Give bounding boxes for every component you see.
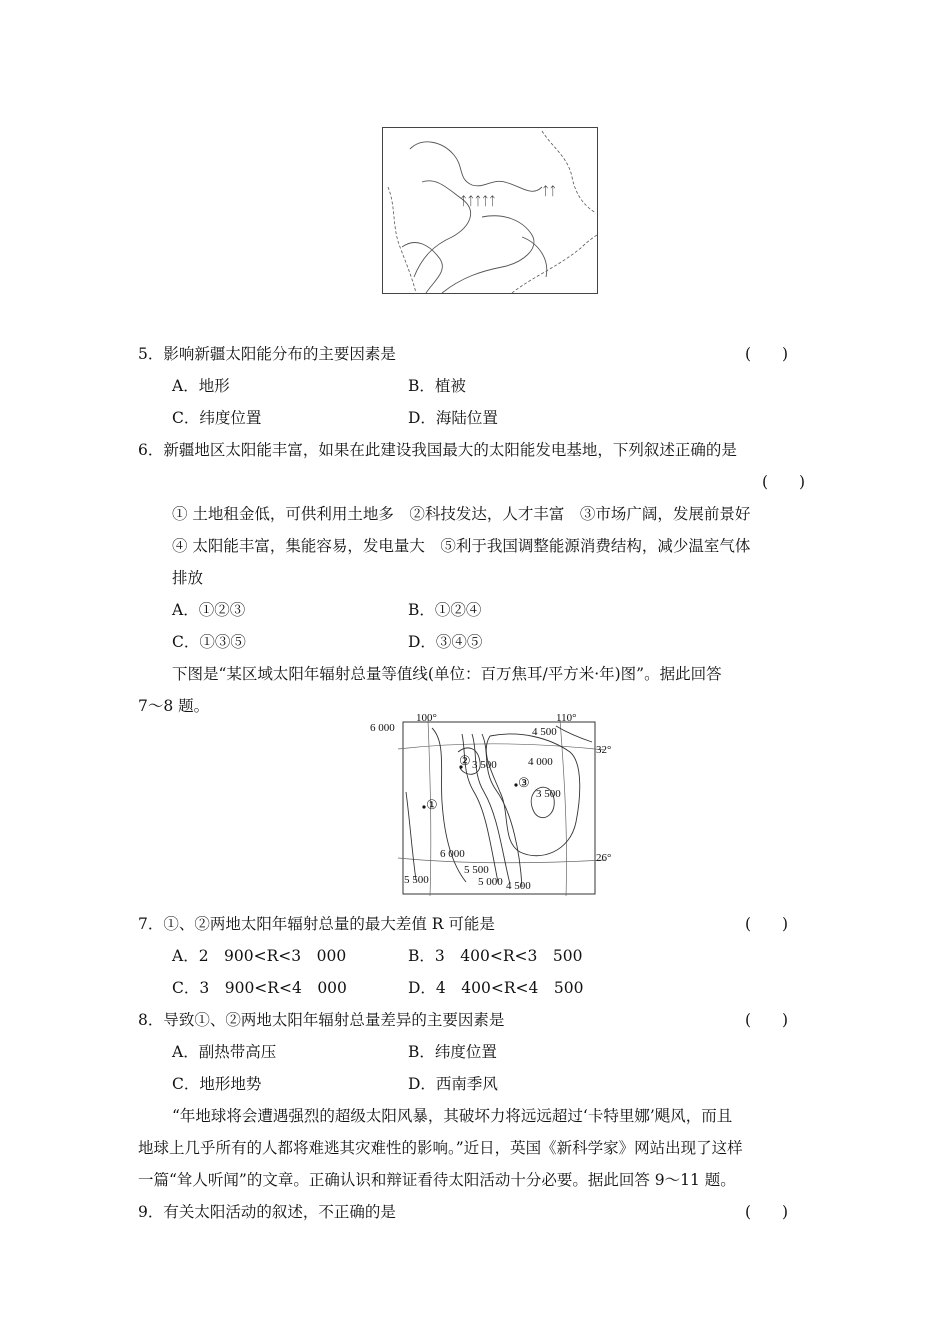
q7-option-c: C．3 900<R<4 000 (172, 979, 347, 997)
q5-stem: 5．影响新疆太阳能分布的主要因素是 (138, 345, 396, 363)
isoline-label-6000-top: 6 000 (370, 722, 395, 734)
q6-stem: 6．新疆地区太阳能丰富，如果在此建设我国最大的太阳能发电基地，下列叙述正确的是 (138, 441, 737, 459)
intro-9-11-line-1: “年地球将会遭遇强烈的超级太阳风暴，其破坏力将远远超过‘卡特里娜’飓风，而且 (172, 1107, 733, 1125)
intro-7-8-line-1: 下图是“某区域太阳年辐射总量等值线(单位：百万焦耳/平方米·年)图”。据此回答 (172, 665, 722, 683)
isoline-label-3500-a: 3 500 (472, 759, 497, 771)
q7-stem: 7．①、②两地太阳年辐射总量的最大差值 R 可能是 (138, 915, 495, 933)
point-2-marker: ② (459, 754, 471, 769)
q5-option-d: D．海陆位置 (408, 409, 498, 427)
q6-statement-line-1: ① 土地租金低，可供利用土地多 ②科技发达，人才丰富 ③市场广阔，发展前景好 (172, 505, 751, 523)
q6-option-b: B．①②④ (408, 601, 482, 619)
q5-answer-paren: ( ) (745, 345, 789, 363)
q8-option-b: B．纬度位置 (408, 1043, 497, 1061)
q9-answer-paren: ( ) (745, 1203, 789, 1221)
q6-statement-line-2: ④ 太阳能丰富，集能容易，发电量大 ⑤利于我国调整能源消费结构，减少温室气体 (172, 537, 751, 555)
q8-stem: 8．导致①、②两地太阳年辐射总量差异的主要因素是 (138, 1011, 505, 1029)
intro-9-11-line-2: 地球上几乎所有的人都将难逃其灾难性的影响。”近日，英国《新科学家》网站出现了这样 (138, 1139, 743, 1157)
q7-answer-paren: ( ) (745, 915, 789, 933)
xinjiang-map (382, 127, 598, 294)
q6-option-c: C．①③⑤ (172, 633, 246, 651)
q9-stem: 9．有关太阳活动的叙述，不正确的是 (138, 1203, 396, 1221)
q5-option-a: A．地形 (172, 377, 230, 395)
isoline-label-5500-bottom: 5 500 (464, 864, 489, 876)
q7-option-b: B．3 400<R<3 500 (408, 947, 583, 965)
isoline-label-5500-left: 5 500 (404, 874, 429, 886)
q8-answer-paren: ( ) (745, 1011, 789, 1029)
isoline-label-4000: 4 000 (528, 756, 553, 768)
q5-option-b: B．植被 (408, 377, 466, 395)
q6-answer-paren: ( ) (762, 473, 806, 491)
isoline-label-3500-b: 3 500 (536, 788, 561, 800)
q6-option-a: A．①②③ (172, 601, 246, 619)
q7-option-d: D．4 400<R<4 500 (408, 979, 584, 997)
q6-option-d: D．③④⑤ (408, 633, 483, 651)
intro-7-8-line-2: 7～8 题。 (138, 697, 210, 715)
svg-text:ᛏᛏᛏᛏᛏ: ᛏᛏᛏᛏᛏ (460, 194, 497, 208)
intro-9-11-line-3: 一篇“耸人听闻”的文章。正确认识和辩证看待太阳活动十分必要。据此回答 9～11 题。 (138, 1171, 736, 1189)
point-1-marker: ① (426, 798, 438, 813)
q8-option-d: D．西南季风 (408, 1075, 498, 1093)
isoline-label-5000: 5 000 (478, 876, 503, 888)
q8-option-a: A．副热带高压 (172, 1043, 277, 1061)
isoline-label-6000-bottom: 6 000 (440, 848, 465, 860)
isoline-label-4500-bottom: 4 500 (506, 880, 531, 892)
q8-option-c: C．地形地势 (172, 1075, 262, 1093)
svg-text:ᛏᛏ: ᛏᛏ (542, 184, 557, 198)
solar-radiation-isoline-map (370, 712, 620, 897)
q5-option-c: C．纬度位置 (172, 409, 262, 427)
lat-26-label: 26° (596, 852, 612, 864)
q6-statement-line-3: 排放 (172, 569, 204, 587)
q7-option-a: A．2 900<R<3 000 (172, 947, 347, 965)
lat-32-label: 32° (596, 744, 612, 756)
point-3-marker: ③ (518, 776, 530, 791)
isoline-label-4500-top: 4 500 (532, 726, 557, 738)
lon-110-label: 110° (556, 712, 577, 724)
lon-100-label: 100° (416, 712, 437, 724)
